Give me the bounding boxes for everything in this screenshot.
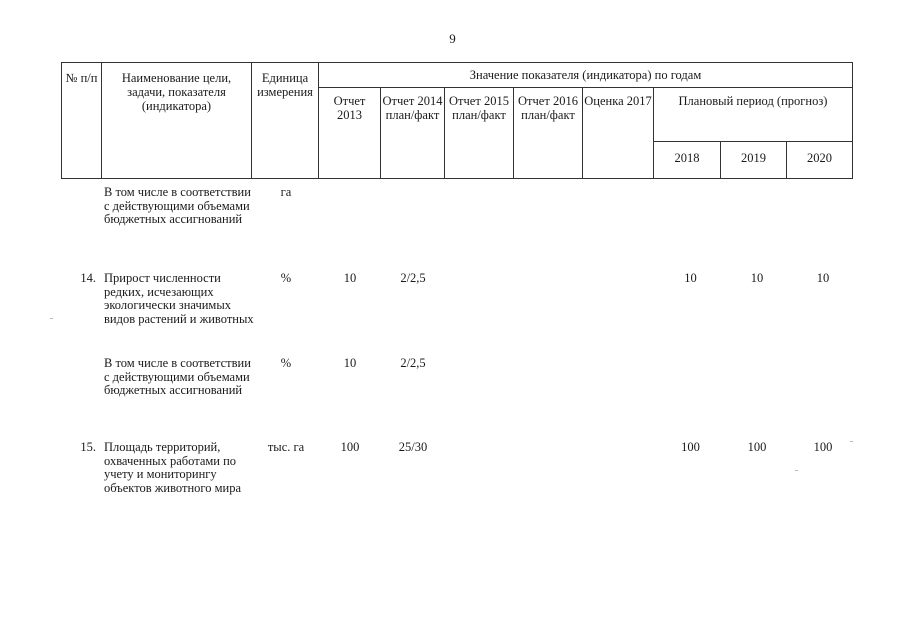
row-2013: 10: [343, 271, 357, 285]
row-2013: 10: [343, 356, 357, 370]
header-2020: 2020: [787, 142, 853, 179]
row-2020: 100: [813, 440, 833, 454]
row-number: 14.: [80, 271, 96, 285]
row-2020: 10: [816, 271, 830, 285]
header-plan-title: Плановый период (прогноз): [654, 88, 853, 142]
scan-speck: [850, 441, 853, 442]
table-row: [61, 357, 856, 441]
header-2019: 2019: [721, 142, 787, 179]
row-name: В том числе в соответствии с действующими объемами бюджетных ассигнований: [104, 356, 251, 397]
row-name: Прирост численности редких, исчезающих экологически значимых видов растений и животных: [104, 271, 254, 326]
row-name: Площадь территорий, охваченных работами по учету и мониторингу объектов животного мира: [104, 440, 242, 495]
row-2014: 2/2,5: [400, 356, 426, 370]
row-2013: 100: [340, 440, 360, 454]
row-2018: 100: [681, 440, 700, 454]
table-header: [61, 62, 853, 179]
table-row: [61, 441, 856, 521]
row-2018: 10: [684, 271, 697, 285]
row-number: 15.: [80, 440, 96, 454]
row-unit: %: [280, 271, 292, 285]
header-2015: Отчет 2015 план/факт: [445, 88, 514, 179]
row-name: В том числе в соответствии с действующими объемами бюджетных ассигнований: [104, 185, 251, 226]
row-2019: 10: [750, 271, 764, 285]
header-values-title: Значение показателя (индикатора) по годам: [319, 63, 853, 88]
row-unit: га: [280, 185, 292, 199]
scan-speck: [50, 318, 53, 319]
scan-speck: [795, 470, 798, 471]
header-name: Наименование цели, задачи, показателя (индикатора): [102, 63, 252, 179]
header-2017: Оценка 2017: [583, 88, 654, 179]
row-2014: 2/2,5: [400, 271, 426, 285]
header-number: № п/п: [62, 63, 102, 179]
header-2018: 2018: [654, 142, 721, 179]
row-unit: %: [280, 356, 292, 370]
row-unit: тыс. га: [267, 440, 305, 454]
header-2016: Отчет 2016 план/факт: [514, 88, 583, 179]
header-2014: Отчет 2014 план/факт: [381, 88, 445, 179]
table-row: [61, 186, 856, 272]
page-number: 9: [449, 31, 456, 46]
row-2014: 25/30: [398, 440, 428, 454]
table-row: [61, 272, 856, 357]
table-body: [61, 186, 856, 521]
header-2013: Отчет 2013: [319, 88, 381, 179]
header-unit: Единица измерения: [252, 63, 319, 179]
row-2019: 100: [747, 440, 767, 454]
